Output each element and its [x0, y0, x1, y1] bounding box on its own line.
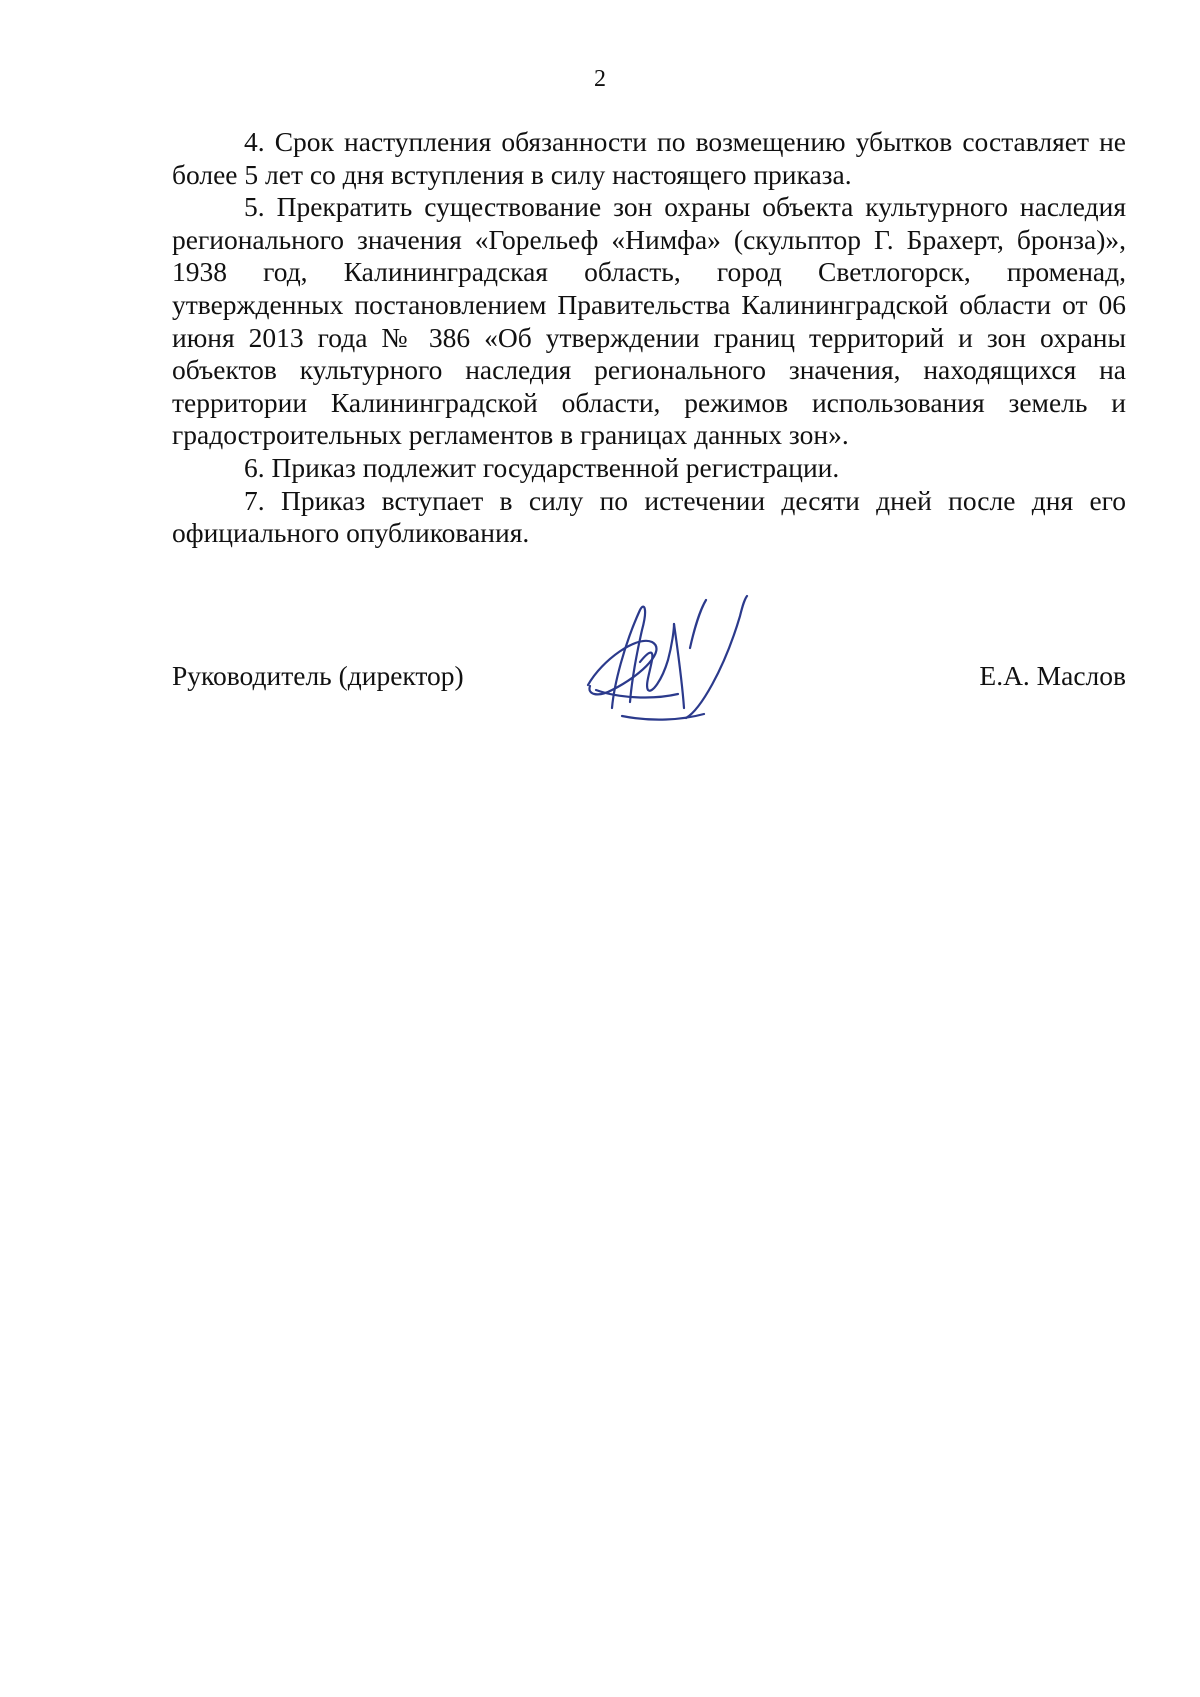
paragraph-6: 6. Приказ подлежит государственной регистрации.: [244, 451, 840, 483]
handwritten-signature: [582, 590, 782, 730]
page-number: 2: [594, 66, 606, 92]
paragraph-5: 5. Прекратить существование зон охраны объекта культурного наследия регионального значения «Горельеф «Нимфа» (скульптор Г. Брахерт, бронза)», 1938 год, Калининградская область, город Светлогорск, променад, утвержденных постановлением Правительства Калининградской области от 06 июня 2013 года № 386 «Об утверждении границ территорий и зон охраны объектов культурного наследия регионального значения, находящихся на территории Калининградской области, режимов использования земель и градостроительных регламентов в границах данных зон».: [172, 191, 1126, 451]
signature-block: [172, 590, 1126, 730]
signer-name: Е.А. Маслов: [979, 660, 1126, 691]
paragraph-4: 4. Срок наступления обязанности по возмещению убытков составляет не более 5 лет со дня вступления в силу настоящего приказа.: [172, 126, 1126, 190]
document-body: [172, 126, 1126, 550]
signer-title: Руководитель (директор): [172, 660, 464, 691]
paragraph-7: 7. Приказ вступает в силу по истечении десяти дней после дня его официального опубликования.: [172, 484, 1126, 549]
